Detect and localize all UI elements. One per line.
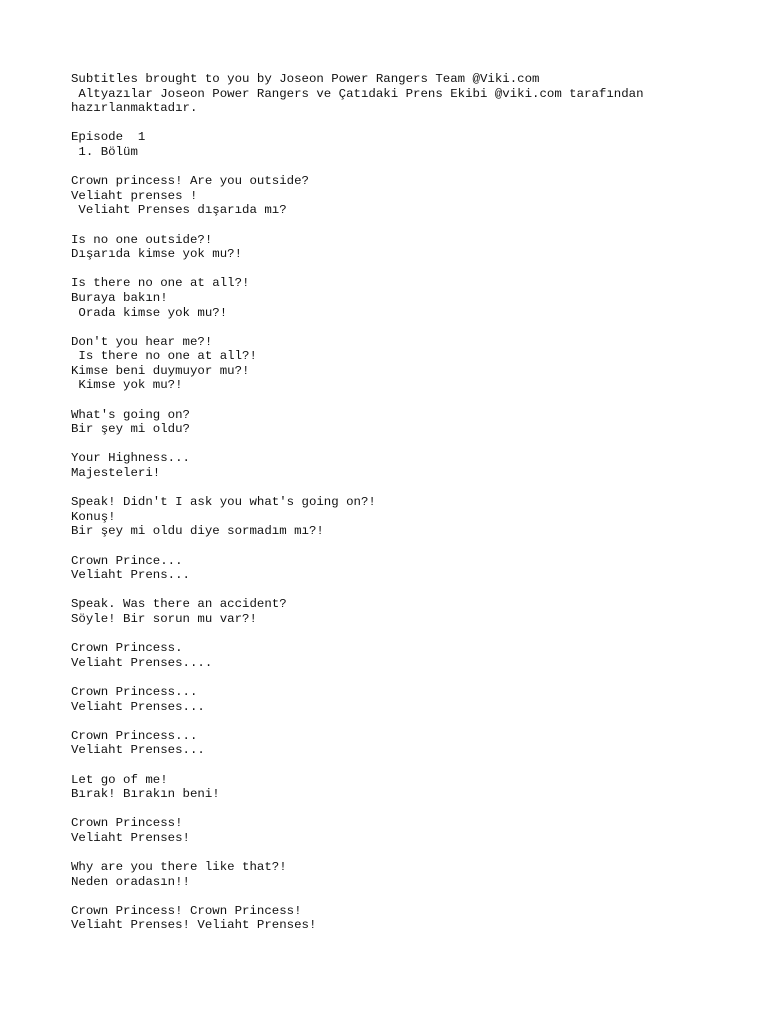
credits-header [71,72,731,116]
subtitle-line: Veliaht Prenses dışarıda mı? [71,203,287,218]
subtitle-line: Crown princess! Are you outside? [71,174,309,189]
subtitle-block [71,685,731,714]
subtitle-block [71,233,731,262]
subtitle-block [71,904,731,933]
subtitle-line: Söyle! Bir sorun mu var?! [71,611,257,626]
subtitle-line: Crown Princess! [71,816,183,831]
subtitle-line: Neden oradasın!! [71,874,190,889]
subtitle-block [71,276,731,320]
subtitle-line: Dışarıda kimse yok mu?! [71,247,243,262]
subtitle-block [71,773,731,802]
episode-heading [71,130,731,159]
episode-label: Episode 1 [71,130,146,145]
subtitle-line: Konuş! [71,509,116,524]
subtitle-line: Veliaht Prenses... [71,699,205,714]
subtitle-line: Is there no one at all?! [71,276,250,291]
subtitle-document [71,72,731,948]
subtitle-line: Kimse yok mu?! [71,378,183,393]
subtitle-line: Bir şey mi oldu? [71,422,190,437]
subtitle-line: Crown Princess... [71,728,198,743]
subtitle-line: Buraya bakın! [71,290,168,305]
subtitle-line: Veliaht prenses ! [71,188,198,203]
subtitle-block [71,174,731,218]
subtitle-line: Veliaht Prens... [71,568,190,583]
subtitle-line: Veliaht Prenses! [71,830,190,845]
subtitle-block [71,554,731,583]
subtitle-line: Don't you hear me?! [71,334,213,349]
subtitle-line: Veliaht Prenses... [71,743,205,758]
subtitle-block [71,408,731,437]
subtitle-line: Is no one outside?! [71,232,213,247]
subtitle-line: Speak. Was there an accident? [71,597,287,612]
subtitle-line: Crown Princess. [71,641,183,656]
subtitle-line: Orada kimse yok mu?! [71,305,228,320]
subtitle-block [71,495,731,539]
subtitle-line: Is there no one at all?! [71,349,257,364]
subtitle-line: What's going on? [71,407,190,422]
subtitle-block [71,335,731,393]
subtitle-block [71,597,731,626]
subtitle-line: Why are you there like that?! [71,860,287,875]
credits-line-turkish-continued: hazırlanmaktadır. [71,101,198,116]
subtitle-line: Veliaht Prenses! Veliaht Prenses! [71,918,317,933]
subtitle-line: Let go of me! [71,772,168,787]
subtitle-line: Crown Princess! Crown Princess! [71,903,302,918]
subtitle-block [71,816,731,845]
subtitle-line: Veliaht Prenses.... [71,655,213,670]
subtitle-block [71,451,731,480]
subtitle-line: Speak! Didn't I ask you what's going on?! [71,495,376,510]
subtitle-line: Bırak! Bırakın beni! [71,787,220,802]
subtitle-block [71,860,731,889]
subtitle-line: Bir şey mi oldu diye sormadım mı?! [71,524,324,539]
subtitle-line: Your Highness... [71,451,190,466]
subtitle-line: Kimse beni duymuyor mu?! [71,363,250,378]
credits-line-english: Subtitles brought to you by Joseon Power Rangers Team @Viki.com [71,72,540,86]
subtitle-line: Majesteleri! [71,466,161,481]
subtitle-block [71,641,731,670]
credits-line-turkish: Altyazılar Joseon Power Rangers ve Çatıdaki Prens Ekibi @viki.com tarafından [71,86,644,101]
episode-label-turkish: 1. Bölüm [71,144,138,159]
subtitle-line: Crown Prince... [71,553,183,568]
subtitle-block [71,729,731,758]
subtitle-line: Crown Princess... [71,684,198,699]
